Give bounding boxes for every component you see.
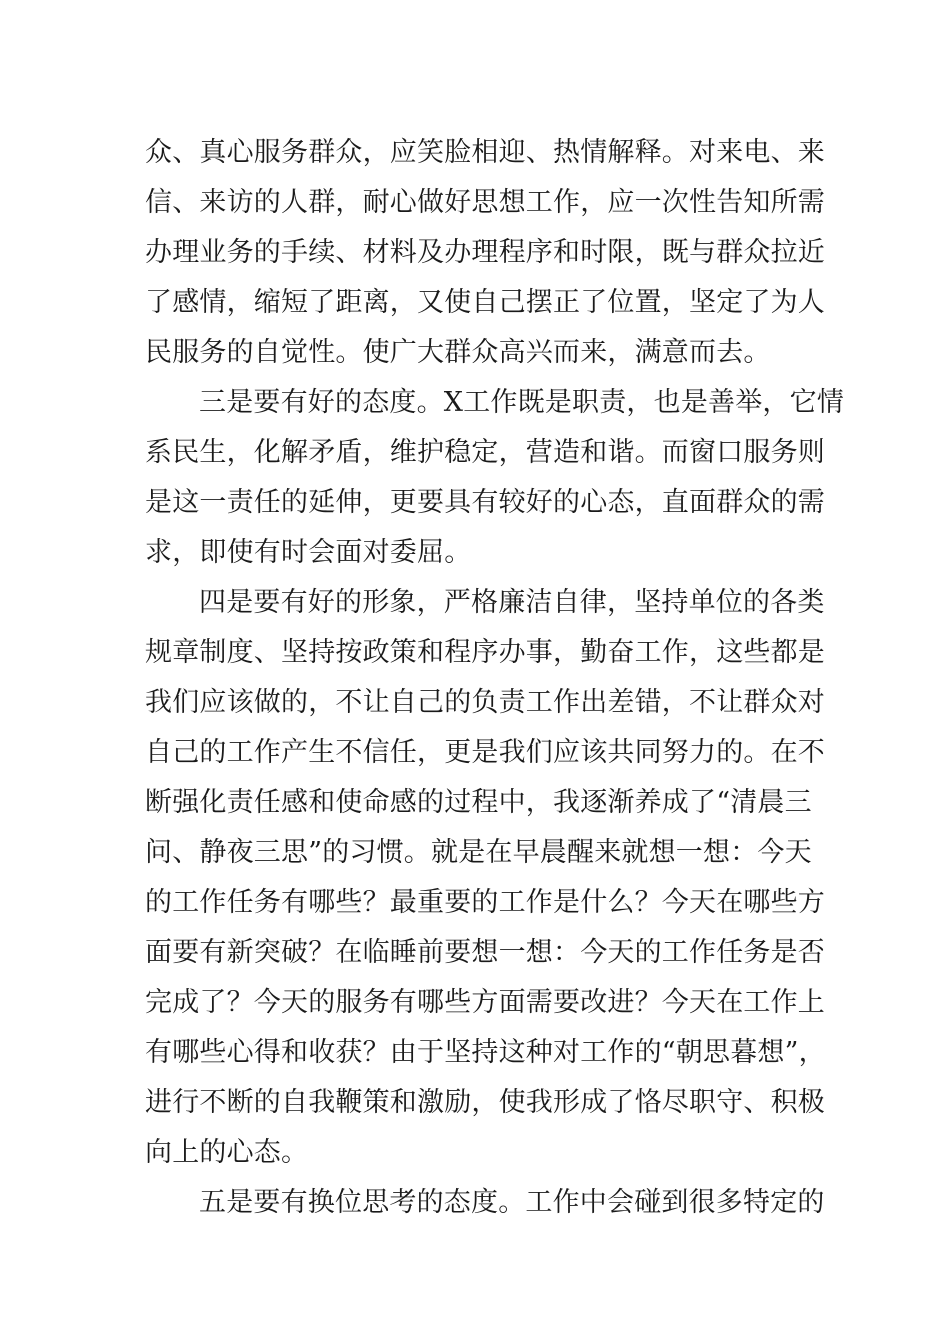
text-line: 向上的心态。 — [145, 1137, 309, 1168]
text-line: 断强化责任感和使命感的过程中，我逐渐养成了“清晨三 — [145, 787, 812, 818]
text-line: 我们应该做的，不让自己的负责工作出差错，不让群众对 — [145, 687, 825, 718]
text-line: 民服务的自觉性。使广大群众高兴而来，满意而去。 — [145, 337, 771, 368]
text-line: 完成了？今天的服务有哪些方面需要改进？今天在工作上 — [145, 987, 825, 1018]
text-line: 信、来访的人群，耐心做好思想工作，应一次性告知所需 — [145, 187, 825, 218]
text-line: 三是要有好的态度。X工作既是职责，也是善举，它情 — [199, 387, 845, 418]
text-line: 众、真心服务群众，应笑脸相迎、热情解释。对来电、来 — [145, 137, 825, 168]
text-line: 是这一责任的延伸，更要具有较好的心态，直面群众的需 — [145, 487, 825, 518]
text-line: 问、静夜三思”的习惯。就是在早晨醒来就想一想：今天 — [145, 837, 812, 868]
text-line: 办理业务的手续、材料及办理程序和时限，既与群众拉近 — [145, 237, 825, 268]
text-line: 五是要有换位思考的态度。工作中会碰到很多特定的 — [199, 1187, 825, 1218]
text-line: 进行不断的自我鞭策和激励，使我形成了恪尽职守、积极 — [145, 1087, 825, 1118]
text-line: 规章制度、坚持按政策和程序办事，勤奋工作，这些都是 — [145, 637, 825, 668]
document-body — [145, 128, 845, 1228]
text-line: 有哪些心得和收获？由于坚持这种对工作的“朝思暮想”， — [145, 1037, 826, 1068]
text-line: 自己的工作产生不信任，更是我们应该共同努力的。在不 — [145, 737, 825, 768]
text-line: 求，即使有时会面对委屈。 — [145, 537, 472, 568]
text-line: 的工作任务有哪些？最重要的工作是什么？今天在哪些方 — [145, 887, 825, 918]
text-line: 了感情，缩短了距离，又使自己摆正了位置，坚定了为人 — [145, 287, 825, 318]
text-line: 四是要有好的形象，严格廉洁自律，坚持单位的各类 — [199, 587, 825, 618]
text-line: 面要有新突破？在临睡前要想一想：今天的工作任务是否 — [145, 937, 825, 968]
text-line: 系民生，化解矛盾，维护稳定，营造和谐。而窗口服务则 — [145, 437, 825, 468]
